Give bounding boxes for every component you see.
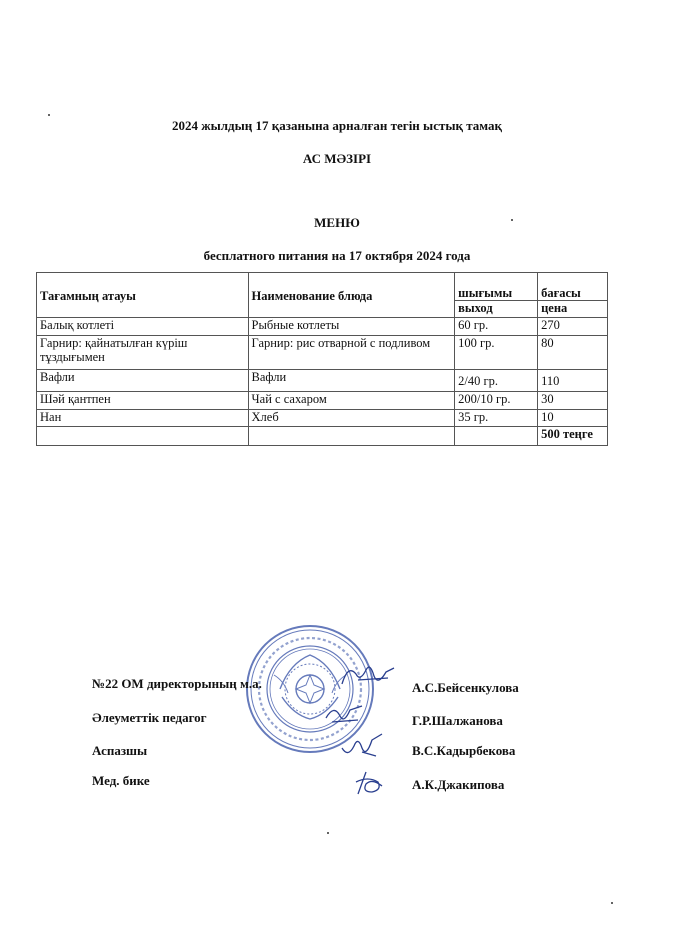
- cell-price: 110: [538, 370, 608, 392]
- cell-dish-kz: Нан: [37, 410, 249, 427]
- role-social-pedagogue: Әлеуметтік педагог: [92, 710, 207, 725]
- cell-dish-ru: Чай с сахаром: [248, 392, 455, 410]
- header-yield-ru: выход: [455, 301, 538, 318]
- name-nurse: А.К.Джакипова: [412, 777, 505, 792]
- cell-price: 80: [538, 336, 608, 370]
- cell-dish-kz: Гарнир: қайнатылған күріш тұздығымен: [37, 336, 249, 370]
- cell-yield: 60 гр.: [455, 318, 538, 336]
- table-row: [37, 392, 608, 410]
- table-row: [37, 410, 608, 427]
- cell-price: 30: [538, 392, 608, 410]
- name-cook: В.С.Кадырбекова: [412, 743, 516, 758]
- cell-dish-ru: Гарнир: рис отварной с подливом: [248, 336, 455, 370]
- cell-yield: 100 гр.: [455, 336, 538, 370]
- subtitle-kz: АС МӘЗІРІ: [302, 151, 372, 166]
- table-row: [37, 370, 608, 392]
- title-ru: МЕНЮ: [314, 215, 360, 230]
- cell-empty: [37, 427, 249, 446]
- cell-yield: 35 гр.: [455, 410, 538, 427]
- table-row: [37, 318, 608, 336]
- cell-dish-kz: Вафли: [37, 370, 249, 392]
- signature-icon: [352, 768, 386, 798]
- cell-price: 270: [538, 318, 608, 336]
- table-total-row: [37, 427, 608, 446]
- scan-speck: [327, 832, 329, 834]
- cell-dish-kz: Балық котлеті: [37, 318, 249, 336]
- signature-icon: [322, 698, 366, 728]
- table-header-row: [37, 273, 608, 301]
- cell-dish-ru: Вафли: [248, 370, 455, 392]
- scan-speck: [611, 902, 613, 904]
- cell-yield: 200/10 гр.: [455, 392, 538, 410]
- header-yield-kz: шығымы: [455, 273, 538, 301]
- cell-dish-ru: Рыбные котлеты: [248, 318, 455, 336]
- title-kz: 2024 жылдың 17 қазанына арналған тегін ыстық тамақ: [171, 118, 503, 133]
- role-director: №22 ОМ директорының м.а.: [92, 676, 262, 691]
- signature-icon: [338, 730, 386, 760]
- role-cook: Аспазшы: [92, 743, 148, 758]
- table-row: [37, 336, 608, 370]
- role-nurse: Мед. бике: [92, 773, 150, 788]
- menu-table: [36, 272, 608, 446]
- cell-empty: [455, 427, 538, 446]
- cell-price: 10: [538, 410, 608, 427]
- header-price-kz: бағасы: [538, 273, 608, 301]
- cell-dish-kz: Шәй қантпен: [37, 392, 249, 410]
- scan-speck: [511, 219, 513, 221]
- header-dish-ru: Наименование блюда: [248, 273, 455, 318]
- name-social-pedagogue: Г.Р.Шалжанова: [412, 713, 503, 728]
- cell-empty: [248, 427, 455, 446]
- cell-yield: 2/40 гр.: [455, 370, 538, 392]
- signature-icon: [338, 660, 398, 690]
- total-price: 500 теңге: [538, 427, 608, 446]
- scan-speck: [48, 114, 50, 116]
- subtitle-ru: бесплатного питания на 17 октября 2024 года: [203, 248, 471, 263]
- name-director: А.С.Бейсенкулова: [412, 680, 519, 695]
- header-price-ru: цена: [538, 301, 608, 318]
- header-dish-kz: Тағамның атауы: [37, 273, 249, 318]
- cell-dish-ru: Хлеб: [248, 410, 455, 427]
